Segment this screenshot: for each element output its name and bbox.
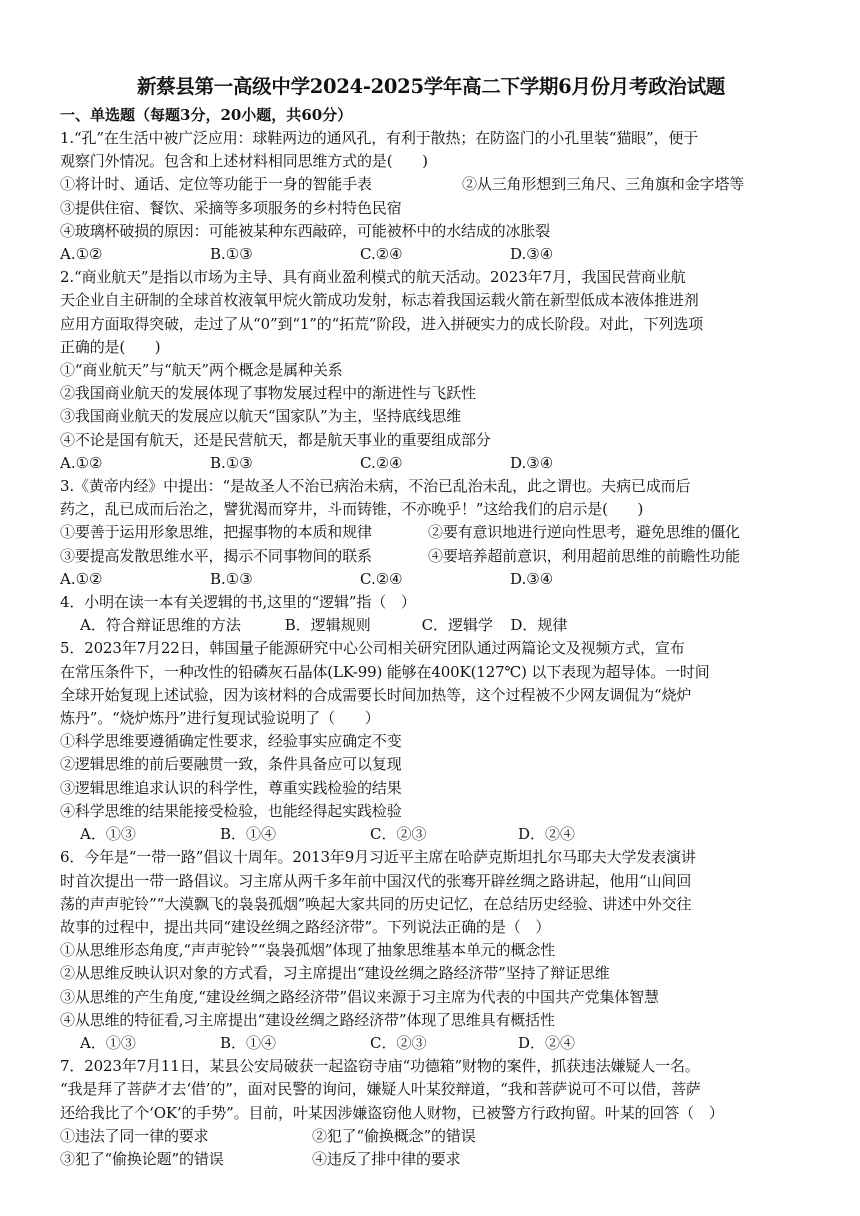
q1-option-4: ④玻璃杯破损的原因：可能被某种东西敲碎，可能被杯中的水结成的冰胀裂 <box>60 221 551 240</box>
choice-a[interactable]: A.①② <box>60 569 103 588</box>
choice-d[interactable]: D.③④ <box>510 569 554 588</box>
choice-a[interactable]: A.①② <box>60 453 103 472</box>
choice-a[interactable]: A．①③ <box>80 1033 136 1052</box>
q6-stem-line: 时首次提出一带一路倡议。习主席从两千多年前中国汉代的张骞开辟丝绸之路讲起，他用“山间回 <box>60 871 692 890</box>
q3-option-4: ④要培养超前意识，利用超前思维的前瞻性功能 <box>428 546 740 565</box>
q5-option: ③逻辑思维追求认识的科学性，尊重实践检验的结果 <box>60 778 402 797</box>
question-3 <box>60 475 802 591</box>
q3-choices <box>60 568 802 591</box>
q6-stem-line: 荡的声声驼铃”“大漠飘飞的袅袅孤烟”唤起大家共同的历史记忆，在总结历史经验、讲述中外交往 <box>60 894 692 913</box>
q6-stem-line: 6．今年是“一带一路”倡议十周年。2013年9月习近平主席在哈萨克斯坦扎尔马耶夫大学发表演讲 <box>60 848 696 867</box>
question-4 <box>60 591 802 637</box>
q6-stem-line: 故事的过程中，提出共同“建设丝绸之路经济带”。下列说法正确的是（ ） <box>60 917 551 936</box>
q3-option-3: ③要提高发散思维水平，揭示不同事物间的联系 <box>60 546 372 565</box>
choice-d[interactable]: D．②④ <box>518 1033 576 1052</box>
q2-option: ③我国商业航天的发展应以航天“国家队”为主，坚持底线思维 <box>60 407 462 426</box>
q2-stem-line: 2.“商业航天”是指以市场为主导、具有商业盈利模式的航天活动。2023年7月，我国民营商业航 <box>60 268 686 287</box>
q1-option-row <box>60 173 802 196</box>
choice-d[interactable]: D．规律 <box>510 616 568 635</box>
exam-page <box>60 72 802 1171</box>
choice-b[interactable]: B．①④ <box>220 1033 277 1052</box>
q4-stem: 4．小明在读一本有关逻辑的书,这里的“逻辑”指（ ） <box>60 593 416 612</box>
q6-option: ④从思维的特征看,习主席提出“建设丝绸之路经济带”体现了思维具有概括性 <box>60 1010 555 1029</box>
q7-option-row <box>60 1125 802 1148</box>
q5-choices <box>60 823 802 846</box>
q3-option-row <box>60 521 802 544</box>
q2-choices <box>60 452 802 475</box>
choice-a[interactable]: A.①② <box>60 245 103 264</box>
q3-stem-line: 药之，乱已成而后治之，譬犹渴而穿井，斗而铸锥，不亦晚乎！”这给我们的启示是( ) <box>60 500 644 519</box>
q2-option: ②我国商业航天的发展体现了事物发展过程中的渐进性与飞跃性 <box>60 384 476 403</box>
q3-stem-line: 3.《黄帝内经》中提出：“是故圣人不治已病治未病，不治已乱治未乱，此之谓也。夫病已成而后 <box>60 477 691 496</box>
q3-option-row <box>60 545 802 568</box>
q7-stem-line: “我是拜了菩萨才去‘借’的”，面对民警的询问，嫌疑人叶某狡辩道，“我和菩萨说可不可以借，菩萨 <box>60 1080 701 1099</box>
q1-stem-line: 观察门外情况。包含和上述材料相同思维方式的是( ) <box>60 152 428 171</box>
q1-option-3: ③提供住宿、餐饮、采摘等多项服务的乡村特色民宿 <box>60 198 402 217</box>
choice-b[interactable]: B.①③ <box>210 453 253 472</box>
q7-stem-line: 还给我比了个‘OK’的手势”。目前，叶某因涉嫌盗窃他人财物，已被警方行政拘留。叶某的回答（ ） <box>60 1103 724 1122</box>
q5-stem-line: 在常压条件下，一种改性的铅磷灰石晶体(LK-99) 能够在400K(127℃) 以下表现为超导体。一时间 <box>60 662 710 681</box>
choice-c[interactable]: C．②③ <box>370 1033 427 1052</box>
q1-choices <box>60 243 802 266</box>
choice-c[interactable]: C.②④ <box>360 569 403 588</box>
q2-option: ①“商业航天”与“航天”两个概念是属种关系 <box>60 361 343 380</box>
q2-stem-line: 正确的是( ) <box>60 337 161 356</box>
q2-stem-line: 应用方面取得突破，走过了从“0”到“1”的“拓荒”阶段，进入拼硬实力的成长阶段。对此，下列选项 <box>60 314 704 333</box>
page-title: 新蔡县第一高级中学2024-2025学年高二下学期6月份月考政治试题 <box>136 75 725 98</box>
q1-stem-line: 1.“孔”在生活中被广泛应用：球鞋两边的通风孔，有利于散热；在防盗门的小孔里装“猫眼”，便于 <box>60 129 699 147</box>
q5-stem-line: 5．2023年7月22日，韩国量子能源研究中心公司相关研究团队通过两篇论文及视频方式，宣布 <box>60 639 685 658</box>
question-2 <box>60 266 802 475</box>
choice-c[interactable]: C.②④ <box>360 453 403 472</box>
choice-b[interactable]: B.①③ <box>210 245 253 264</box>
choice-d[interactable]: D.③④ <box>510 453 554 472</box>
q1-option-1: ①将计时、通话、定位等功能于一身的智能手表 <box>60 175 372 194</box>
choice-d[interactable]: D.③④ <box>510 245 554 264</box>
q4-choices <box>60 614 802 637</box>
q6-option: ①从思维形态角度,“声声驼铃”“袅袅孤烟”体现了抽象思维基本单元的概念性 <box>60 941 556 960</box>
choice-b[interactable]: B．①④ <box>220 825 277 844</box>
question-7 <box>60 1055 802 1171</box>
q2-option: ④不论是国有航天，还是民营航天，都是航天事业的重要组成部分 <box>60 430 491 449</box>
q5-stem-line: 炼丹”。“烧炉炼丹”进行复现试验说明了（ ） <box>60 709 380 728</box>
choice-b[interactable]: B．逻辑规则 <box>284 616 371 635</box>
q1-option-2: ②从三角形想到三角尺、三角旗和金字塔等 <box>462 175 745 194</box>
question-1 <box>60 127 802 266</box>
q5-option: ①科学思维要遵循确定性要求，经验事实应确定不变 <box>60 732 402 751</box>
q7-option-row <box>60 1148 802 1171</box>
question-6 <box>60 846 802 1055</box>
q2-stem-line: 天企业自主研制的全球首枚液氧甲烷火箭成功发射，标志着我国运载火箭在新型低成本液体推进剂 <box>60 291 699 310</box>
q7-option-4: ④违反了排中律的要求 <box>312 1149 461 1168</box>
choice-b[interactable]: B.①③ <box>210 569 253 588</box>
choice-c[interactable]: C.②④ <box>360 245 403 264</box>
q6-choices <box>60 1032 802 1055</box>
q3-option-2: ②要有意识地进行逆向性思考，避免思维的僵化 <box>428 523 740 542</box>
q5-option: ②逻辑思维的前后要融贯一致，条件具备应可以复现 <box>60 755 402 774</box>
q7-option-1: ①违法了同一律的要求 <box>60 1126 209 1145</box>
choice-c[interactable]: C．②③ <box>370 825 427 844</box>
choice-d[interactable]: D．②④ <box>518 825 576 844</box>
q5-option: ④科学思维的结果能接受检验，也能经得起实践检验 <box>60 801 402 820</box>
choice-c[interactable]: C．逻辑学 <box>421 616 494 635</box>
q7-option-3: ③犯了“偷换论题”的错误 <box>60 1149 224 1168</box>
q6-option: ③从思维的产生角度,“建设丝绸之路经济带”倡议来源于习主席为代表的中国共产党集体智慧 <box>60 987 659 1006</box>
q3-option-1: ①要善于运用形象思维，把握事物的本质和规律 <box>60 523 372 542</box>
choice-a[interactable]: A．符合辩证思维的方法 <box>80 616 241 635</box>
q5-stem-line: 全球开始复现上述试验，因为该材料的合成需要长时间加热等，这个过程被不少网友调侃为“烧炉 <box>60 685 692 704</box>
choice-a[interactable]: A．①③ <box>80 825 136 844</box>
q7-stem-line: 7．2023年7月11日，某县公安局破获一起盗窃寺庙“功德箱”财物的案件，抓获违法嫌疑人一名。 <box>60 1057 700 1076</box>
q7-option-2: ②犯了“偷换概念”的错误 <box>312 1126 476 1145</box>
q6-option: ②从思维反映认识对象的方式看，习主席提出“建设丝绸之路经济带”坚持了辩证思维 <box>60 964 610 983</box>
question-5 <box>60 637 802 846</box>
section-heading: 一、单选题（每题3分，20小题，共60分） <box>60 106 353 124</box>
